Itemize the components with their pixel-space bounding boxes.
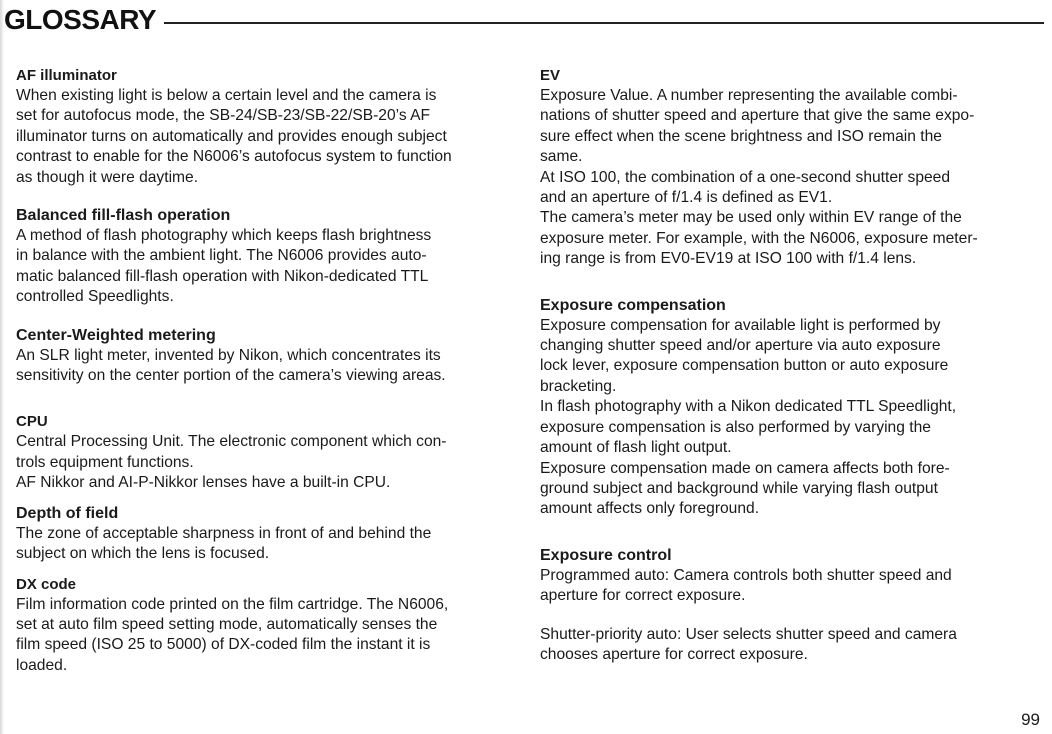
entry-line: bracketing.: [540, 377, 617, 395]
entry-line: film speed (ISO 25 to 5000) of DX-coded film the instant it is: [16, 636, 431, 654]
entry-dx-code: [16, 575, 516, 677]
entry-line: chooses aperture for correct exposure.: [540, 645, 808, 663]
entry-line: Exposure compensation for available light is performed by: [540, 316, 941, 334]
entry-line: amount affects only foreground.: [540, 500, 760, 518]
entry-term: Exposure compensation: [540, 296, 726, 314]
entry-balanced-fill-flash: [16, 206, 516, 308]
entry-line: In flash photography with a Nikon dedicated TTL Speedlight,: [540, 398, 957, 416]
entry-term: Center-Weighted metering: [16, 326, 216, 344]
entry-exposure-compensation: [540, 296, 1040, 520]
entry-line: Central Processing Unit. The electronic component which con-: [16, 433, 447, 451]
entry-line: in balance with the ambient light. The N6006 provides auto-: [16, 247, 427, 265]
entry-line: same.: [540, 148, 583, 166]
header-rule: [164, 22, 1044, 24]
entry-line: A method of flash photography which keeps flash brightness: [16, 227, 432, 245]
entry-line: exposure compensation is also performed by varying the: [540, 418, 931, 436]
entry-line: lock lever, exposure compensation button or auto exposure: [540, 357, 949, 375]
entry-line: ground subject and background while varying flash output: [540, 479, 938, 497]
entry-line: matic balanced fill-flash operation with Nikon-dedicated TTL: [16, 267, 429, 285]
entry-line: ing range is from EV0-EV19 at ISO 100 with f/1.4 lens.: [540, 250, 917, 268]
entry-line: Film information code printed on the film cartridge. The N6006,: [16, 595, 449, 613]
entry-depth-of-field: [16, 504, 516, 565]
entry-line: controlled Speedlights.: [16, 288, 174, 306]
entry-line: and an aperture of f/1.4 is defined as EV1.: [540, 189, 833, 207]
entry-line: as though it were daytime.: [16, 168, 199, 186]
entry-line: At ISO 100, the combination of a one-second shutter speed: [540, 168, 951, 186]
entry-term: AF illuminator: [16, 67, 117, 84]
right-column: [540, 66, 1040, 665]
entry-line: nations of shutter speed and aperture that give the same expo-: [540, 107, 975, 125]
entry-line: Shutter-priority auto: User selects shutter speed and camera: [540, 625, 957, 643]
entry-line: When existing light is below a certain level and the camera is: [16, 87, 437, 104]
page-title: GLOSSARY: [4, 4, 157, 35]
page-binding-shadow: [0, 0, 4, 734]
entry-line: sensitivity on the center portion of the camera’s viewing areas.: [16, 367, 446, 385]
entry-line: aperture for correct exposure.: [540, 587, 746, 605]
left-column: [16, 66, 516, 676]
entry-line: Exposure Value. A number representing the available combi-: [540, 87, 958, 104]
entry-term: DX code: [16, 575, 77, 593]
page-number: 99: [1021, 710, 1040, 729]
entry-center-weighted: [16, 326, 516, 387]
entry-line: The zone of acceptable sharpness in front of and behind the: [16, 524, 432, 542]
entry-term: CPU: [16, 413, 48, 431]
entry-line: contrast to enable for the N6006’s autofocus system to function: [16, 148, 452, 166]
entry-term: Balanced fill-flash operation: [16, 207, 231, 225]
entry-exposure-control: [540, 546, 1040, 666]
entry-line: subject on which the lens is focused.: [16, 545, 270, 563]
entry-term: EV: [540, 67, 561, 84]
entry-af-illuminator: [16, 66, 516, 188]
entry-line: An SLR light meter, invented by Nikon, which concentrates its: [16, 346, 441, 364]
entry-line: Programmed auto: Camera controls both shutter speed and: [540, 566, 952, 584]
entry-cpu: [16, 412, 516, 493]
entry-line: amount of flash light output.: [540, 439, 732, 457]
entry-line: sure effect when the scene brightness and ISO remain the: [540, 127, 942, 145]
entry-line: set at auto film speed setting mode, automatically senses the: [16, 615, 438, 633]
entry-line: Exposure compensation made on camera affects both fore-: [540, 459, 950, 477]
entry-line: trols equipment functions.: [16, 453, 194, 471]
entry-line: set for autofocus mode, the SB-24/SB-23/SB-22/SB-20’s AF: [16, 107, 431, 125]
entry-line: AF Nikkor and AI-P-Nikkor lenses have a built-in CPU.: [16, 474, 391, 492]
entry-line: illuminator turns on automatically and provides enough subject: [16, 127, 447, 145]
entry-ev: [540, 66, 1040, 270]
entry-line: The camera’s meter may be used only within EV range of the: [540, 209, 962, 227]
page-header: [4, 2, 1044, 38]
entry-term: Exposure control: [540, 546, 672, 564]
entry-line: changing shutter speed and/or aperture via auto exposure: [540, 337, 941, 355]
entry-term: Depth of field: [16, 504, 119, 522]
entry-line: exposure meter. For example, with the N6006, exposure meter-: [540, 229, 978, 247]
entry-line: loaded.: [16, 656, 68, 674]
